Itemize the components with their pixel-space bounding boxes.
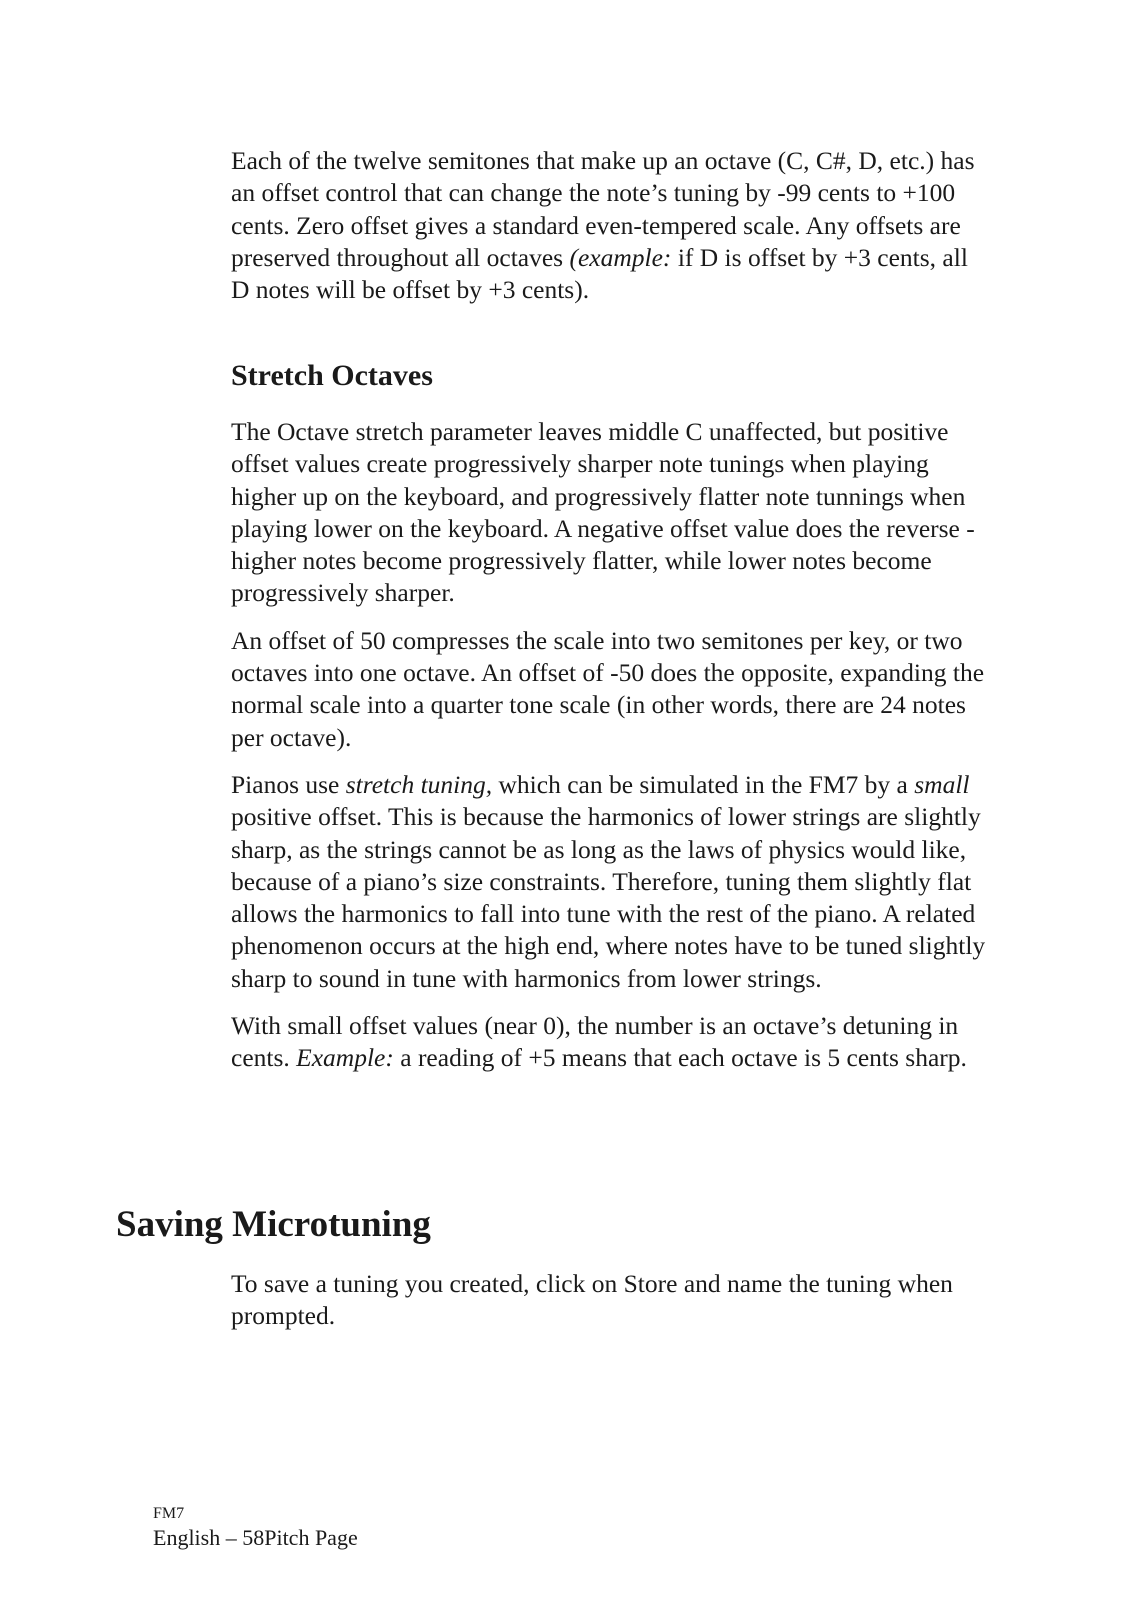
stretch-paragraph-4 bbox=[231, 1010, 991, 1075]
stretch-p3-text-3: positive offset. This is because the harmonics of lower strings are slightly sharp, as the strings cannot be as long as the laws of physics would like, because of a piano’s size constraints. Therefore, tuning them slightly flat allows the harmonics to fall into tune with the rest of the piano. A related phenomenon occurs at the high end, where notes have to be tuned slightly sharp to sound in tune with harmonics from lower strings. bbox=[231, 802, 986, 993]
stretch-p3-italic-stretch-tuning: stretch tuning, bbox=[345, 769, 493, 799]
stretch-p4-italic-example: Example: bbox=[296, 1043, 394, 1073]
saving-paragraph: To save a tuning you created, click on Store and name the tuning when prompted. bbox=[231, 1269, 953, 1331]
stretch-p3-text-1: Pianos use bbox=[231, 769, 346, 799]
intro-italic-example: (example: bbox=[569, 242, 672, 272]
intro-text-2: if D is offset by +3 cents, all D notes will be offset by +3 cents). bbox=[231, 242, 968, 305]
intro-section bbox=[231, 145, 991, 306]
stretch-p4-text-2: a reading of +5 means that each octave is 5 cents sharp. bbox=[393, 1043, 967, 1073]
stretch-paragraph-2: An offset of 50 compresses the scale into two semitones per key, or two octaves into one octave. An offset of -50 does the opposite, expanding the normal scale into a quarter tone scale (in other words, there are 24 notes per octave). bbox=[231, 625, 985, 752]
stretch-paragraph-3 bbox=[231, 769, 991, 995]
footer-product-name: FM7 bbox=[153, 1505, 185, 1522]
saving-microtuning-heading: Saving Microtuning bbox=[116, 1204, 431, 1245]
stretch-p4-text-1: With small offset values (near 0), the number is an octave’s detuning in cents. bbox=[231, 1011, 959, 1073]
stretch-p3-text-2: which can be simulated in the FM7 by a bbox=[492, 769, 915, 799]
saving-microtuning-section bbox=[231, 1268, 991, 1333]
stretch-octaves-heading: Stretch Octaves bbox=[231, 359, 433, 392]
intro-text-1: Each of the twelve semitones that make up an octave (C, C#, D, etc.) has an offset control that can change the note’s tuning by -99 cents to +100 cents. Zero offset gives a standard even-tempered scale. Any offsets are preserved throughout all octaves bbox=[231, 146, 975, 272]
footer-page-line: English – 58Pitch Page bbox=[153, 1525, 358, 1550]
stretch-p3-italic-small: small bbox=[914, 769, 970, 799]
intro-paragraph bbox=[231, 145, 991, 306]
page-footer bbox=[153, 1504, 358, 1552]
stretch-octaves-section bbox=[231, 416, 991, 1090]
stretch-paragraph-1: The Octave stretch parameter leaves middle C unaffected, but positive offset values create progressively sharper note tunings when playing higher up on the keyboard, and progressively flatter note tunnings when playing lower on the keyboard. A negative offset value does the reverse - higher notes become progressively flatter, while lower notes become progressively sharper. bbox=[231, 417, 975, 608]
